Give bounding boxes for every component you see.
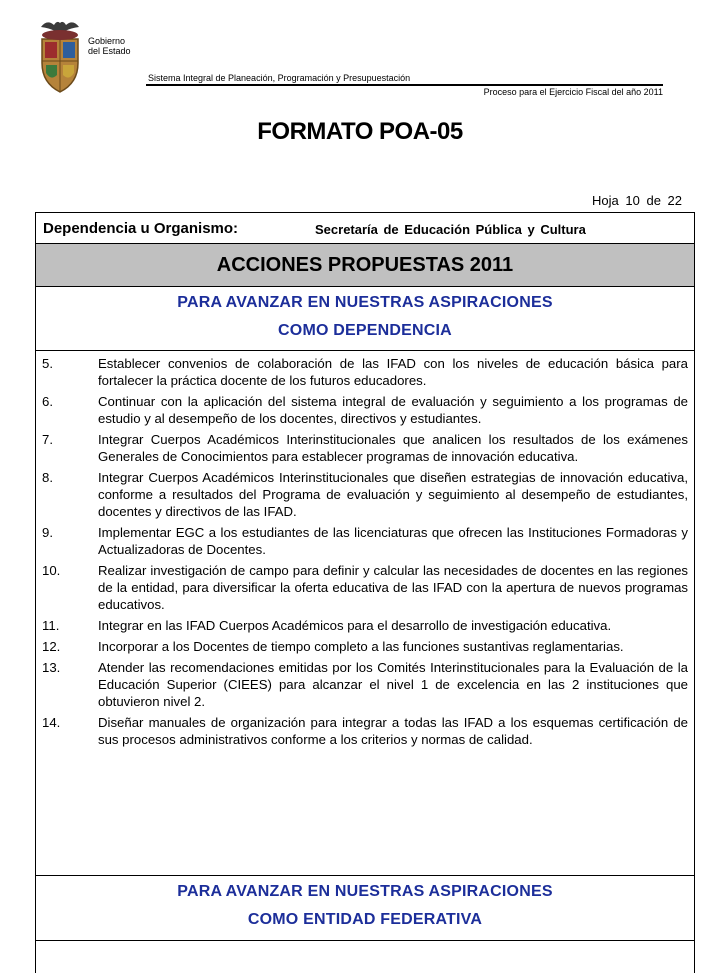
action-item xyxy=(42,469,688,520)
action-item xyxy=(42,393,688,427)
action-text: Diseñar manuales de organización para integrar a todas las IFAD a los esquemas certificación de sus procesos administrativos conforme a los criterios y normas de calidad. xyxy=(98,715,688,747)
action-text: Continuar con la aplicación del sistema integral de evaluación y seguimiento a los programas de estudio y al desempeño de los docentes, directivos y estudiantes. xyxy=(98,394,688,426)
action-text: Incorporar a los Docentes de tiempo completo a las funciones sustantivas reglamentarias. xyxy=(98,639,624,654)
gobierno-label xyxy=(88,36,131,56)
dependencia-label: Dependencia u Organismo: xyxy=(43,220,239,237)
sistema-label: Sistema Integral de Planeación, Programación y Presupuestación xyxy=(148,73,411,83)
section-heading-entidad xyxy=(36,878,694,934)
action-text: Integrar en las IFAD Cuerpos Académicos para el desarrollo de investigación educativa. xyxy=(98,618,612,633)
action-text: Integrar Cuerpos Académicos Interinstitucionales que diseñen estrategias de innovación educativa, conforme a resultados del Programa de evaluación y seguimiento al desempeño de estudiantes, docentes y directivos de las IFAD. xyxy=(98,470,688,519)
action-text: Atender las recomendaciones emitidas por los Comités Interinstitucionales para la Evaluación de la Educación Superior (CIEES) para alcanzar el nivel 1 de excelencia en las 2 instituciones que obtuvieron nivel 2. xyxy=(98,660,688,709)
gobierno-line2: del Estado xyxy=(88,46,131,56)
header-rule xyxy=(146,84,663,86)
proceso-label: Proceso para el Ejercicio Fiscal del año 2011 xyxy=(483,87,663,97)
action-number: 5. xyxy=(42,356,53,371)
state-seal-logo xyxy=(37,17,83,95)
dependencia-row xyxy=(36,213,694,244)
action-item xyxy=(42,638,688,655)
action-item xyxy=(42,617,688,634)
action-item xyxy=(42,659,688,710)
action-text: Realizar investigación de campo para definir y calcular las necesidades de docentes en las regiones de la entidad, para diversificar la oferta educativa de las IFAD con la apertura de nuevos programas educativos. xyxy=(98,563,688,612)
action-number: 12. xyxy=(42,639,61,654)
form-table xyxy=(35,212,695,973)
action-number: 10. xyxy=(42,563,61,578)
divider xyxy=(36,875,694,876)
section-heading-line1: PARA AVANZAR EN NUESTRAS ASPIRACIONES xyxy=(177,883,553,900)
action-list xyxy=(42,355,688,752)
action-text: Establecer convenios de colaboración de las IFAD con los niveles de educación básica para fortalecer la práctica docente de los futuros educadores. xyxy=(98,356,688,388)
action-item xyxy=(42,431,688,465)
section-heading-dependencia xyxy=(36,289,694,345)
section-heading-line1: PARA AVANZAR EN NUESTRAS ASPIRACIONES xyxy=(177,294,553,311)
action-item xyxy=(42,562,688,613)
action-item xyxy=(42,524,688,558)
action-item xyxy=(42,355,688,389)
action-number: 14. xyxy=(42,715,61,730)
action-item xyxy=(42,714,688,748)
action-number: 8. xyxy=(42,470,53,485)
action-number: 6. xyxy=(42,394,53,409)
action-text: Integrar Cuerpos Académicos Interinstitucionales que analicen los resultados de los exámenes Generales de Conocimientos para establecer programas de innovación educativa. xyxy=(98,432,688,464)
dependencia-value: Secretaría de Educación Pública y Cultura xyxy=(315,222,586,237)
action-number: 9. xyxy=(42,525,53,540)
divider xyxy=(36,940,694,941)
gobierno-line1: Gobierno xyxy=(88,36,126,46)
action-number: 13. xyxy=(42,660,61,675)
divider xyxy=(36,350,694,351)
section-heading-line2: COMO DEPENDENCIA xyxy=(278,322,452,339)
action-number: 11. xyxy=(42,618,60,633)
page-title: FORMATO POA-05 xyxy=(257,118,463,145)
page-number: Hoja 10 de 22 xyxy=(592,193,682,208)
action-text: Implementar EGC a los estudiantes de las licenciaturas que ofrecen las Instituciones Formadoras y Actualizadoras de Docentes. xyxy=(98,525,688,557)
acciones-header: ACCIONES PROPUESTAS 2011 xyxy=(36,244,694,287)
action-number: 7. xyxy=(42,432,53,447)
section-heading-line2: COMO ENTIDAD FEDERATIVA xyxy=(247,911,483,928)
